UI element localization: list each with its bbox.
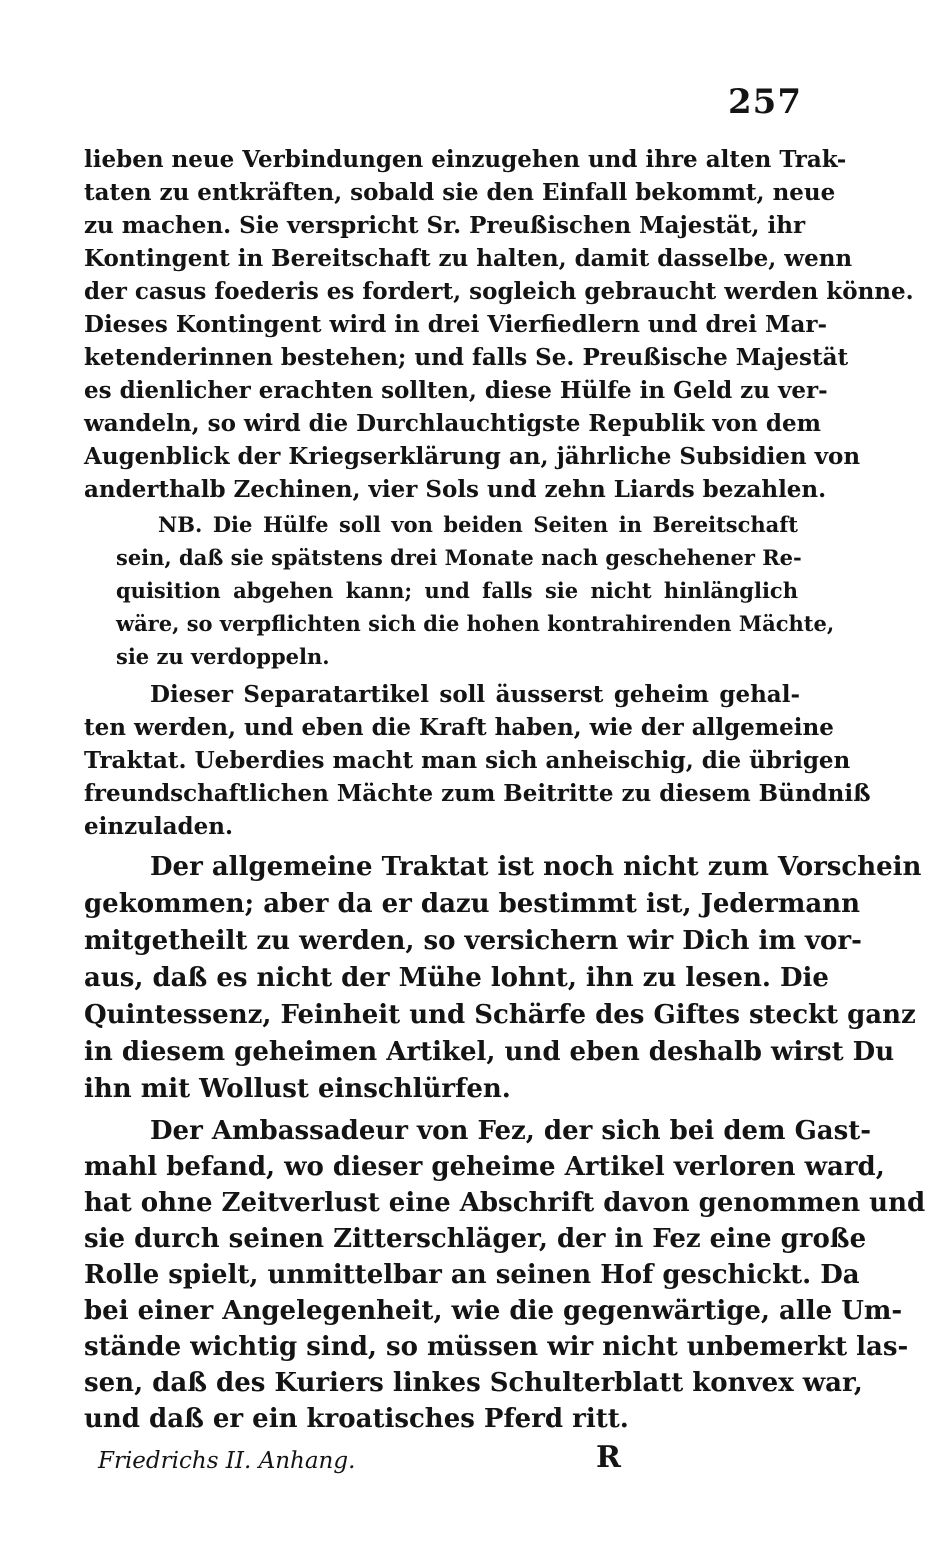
note-line: wäre, so verpflichten sich die hohen kontrahirenden Mächte, (116, 611, 835, 636)
text-line: ketenderinnen bestehen; und falls Se. Preußische Majestät (84, 344, 849, 371)
text-line: in diesem geheimen Artikel, und eben deshalb wirst Du (84, 1037, 895, 1067)
text-line: Augenblick der Kriegserklärung an, jährliche Subsidien von (84, 443, 861, 470)
text-line: freundschaftlichen Mächte zum Beitritte zu diesem Bündniß (84, 780, 871, 807)
text-line: Der allgemeine Traktat ist noch nicht zum Vorschein (150, 852, 922, 882)
text-line: einzuladen. (84, 813, 233, 840)
note-line: sie zu verdoppeln. (116, 644, 330, 669)
text-line: taten zu entkräften, sobald sie den Einfall bekommt, neue (84, 179, 836, 206)
text-line: zu machen. Sie verspricht Sr. Preußischen Majestät, ihr (84, 212, 806, 239)
signature-mark: R (596, 1440, 621, 1475)
text-line: Dieses Kontingent wird in drei Vierfiedlern und drei Mar- (84, 311, 828, 338)
text-line: aus, daß es nicht der Mühe lohnt, ihn zu lesen. Die (84, 963, 829, 993)
text-line: mahl befand, wo dieser geheime Artikel verloren ward, (84, 1152, 885, 1182)
text-line: bei einer Angelegenheit, wie die gegenwärtige, alle Um- (84, 1296, 903, 1326)
text-line: sie durch seinen Zitterschläger, der in Fez eine große (84, 1224, 867, 1254)
text-line: Dieser Separatartikel soll äusserst geheim gehal- (150, 681, 800, 708)
text-line: mitgetheilt zu werden, so versichern wir Dich im vor- (84, 926, 862, 956)
note-line: quisition abgehen kann; und falls sie nicht hinlänglich (116, 578, 798, 603)
text-line: der casus foederis es fordert, sogleich gebraucht werden könne. (84, 278, 914, 305)
text-line: ihn mit Wollust einschlürfen. (84, 1074, 511, 1104)
note-line: sein, daß sie spätstens drei Monate nach geschehener Re- (116, 545, 802, 570)
text-line: sen, daß des Kuriers linkes Schulterblatt konvex war, (84, 1368, 863, 1398)
text-line: wandeln, so wird die Durchlauchtigste Republik von dem (84, 410, 821, 437)
text-line: ten werden, und eben die Kraft haben, wie der allgemeine (84, 714, 834, 741)
text-line: es dienlicher erachten sollten, diese Hülfe in Geld zu ver- (84, 377, 828, 404)
text-line: Rolle spielt, unmittelbar an seinen Hof geschickt. Da (84, 1260, 860, 1290)
text-line: stände wichtig sind, so müssen wir nicht unbemerkt las- (84, 1332, 909, 1362)
text-line: anderthalb Zechinen, vier Sols und zehn Liards bezahlen. (84, 476, 827, 503)
text-line: hat ohne Zeitverlust eine Abschrift davon genommen und (84, 1188, 925, 1218)
note-line: NB. Die Hülfe soll von beiden Seiten in Bereitschaft (158, 512, 798, 537)
text-line: Der Ambassadeur von Fez, der sich bei dem Gast- (150, 1116, 872, 1146)
text-line: Kontingent in Bereitschaft zu halten, damit dasselbe, wenn (84, 245, 853, 272)
text-line: Traktat. Ueberdies macht man sich anheischig, die übrigen (84, 747, 851, 774)
page-number: 257 (728, 82, 802, 122)
text-line: und daß er ein kroatisches Pferd ritt. (84, 1404, 629, 1434)
running-footer-title: Friedrichs II. Anhang. (98, 1448, 356, 1474)
text-line: gekommen; aber da er dazu bestimmt ist, Jedermann (84, 889, 861, 919)
text-line: Quintessenz, Feinheit und Schärfe des Giftes steckt ganz (84, 1000, 916, 1030)
text-line: lieben neue Verbindungen einzugehen und ihre alten Trak- (84, 146, 847, 173)
